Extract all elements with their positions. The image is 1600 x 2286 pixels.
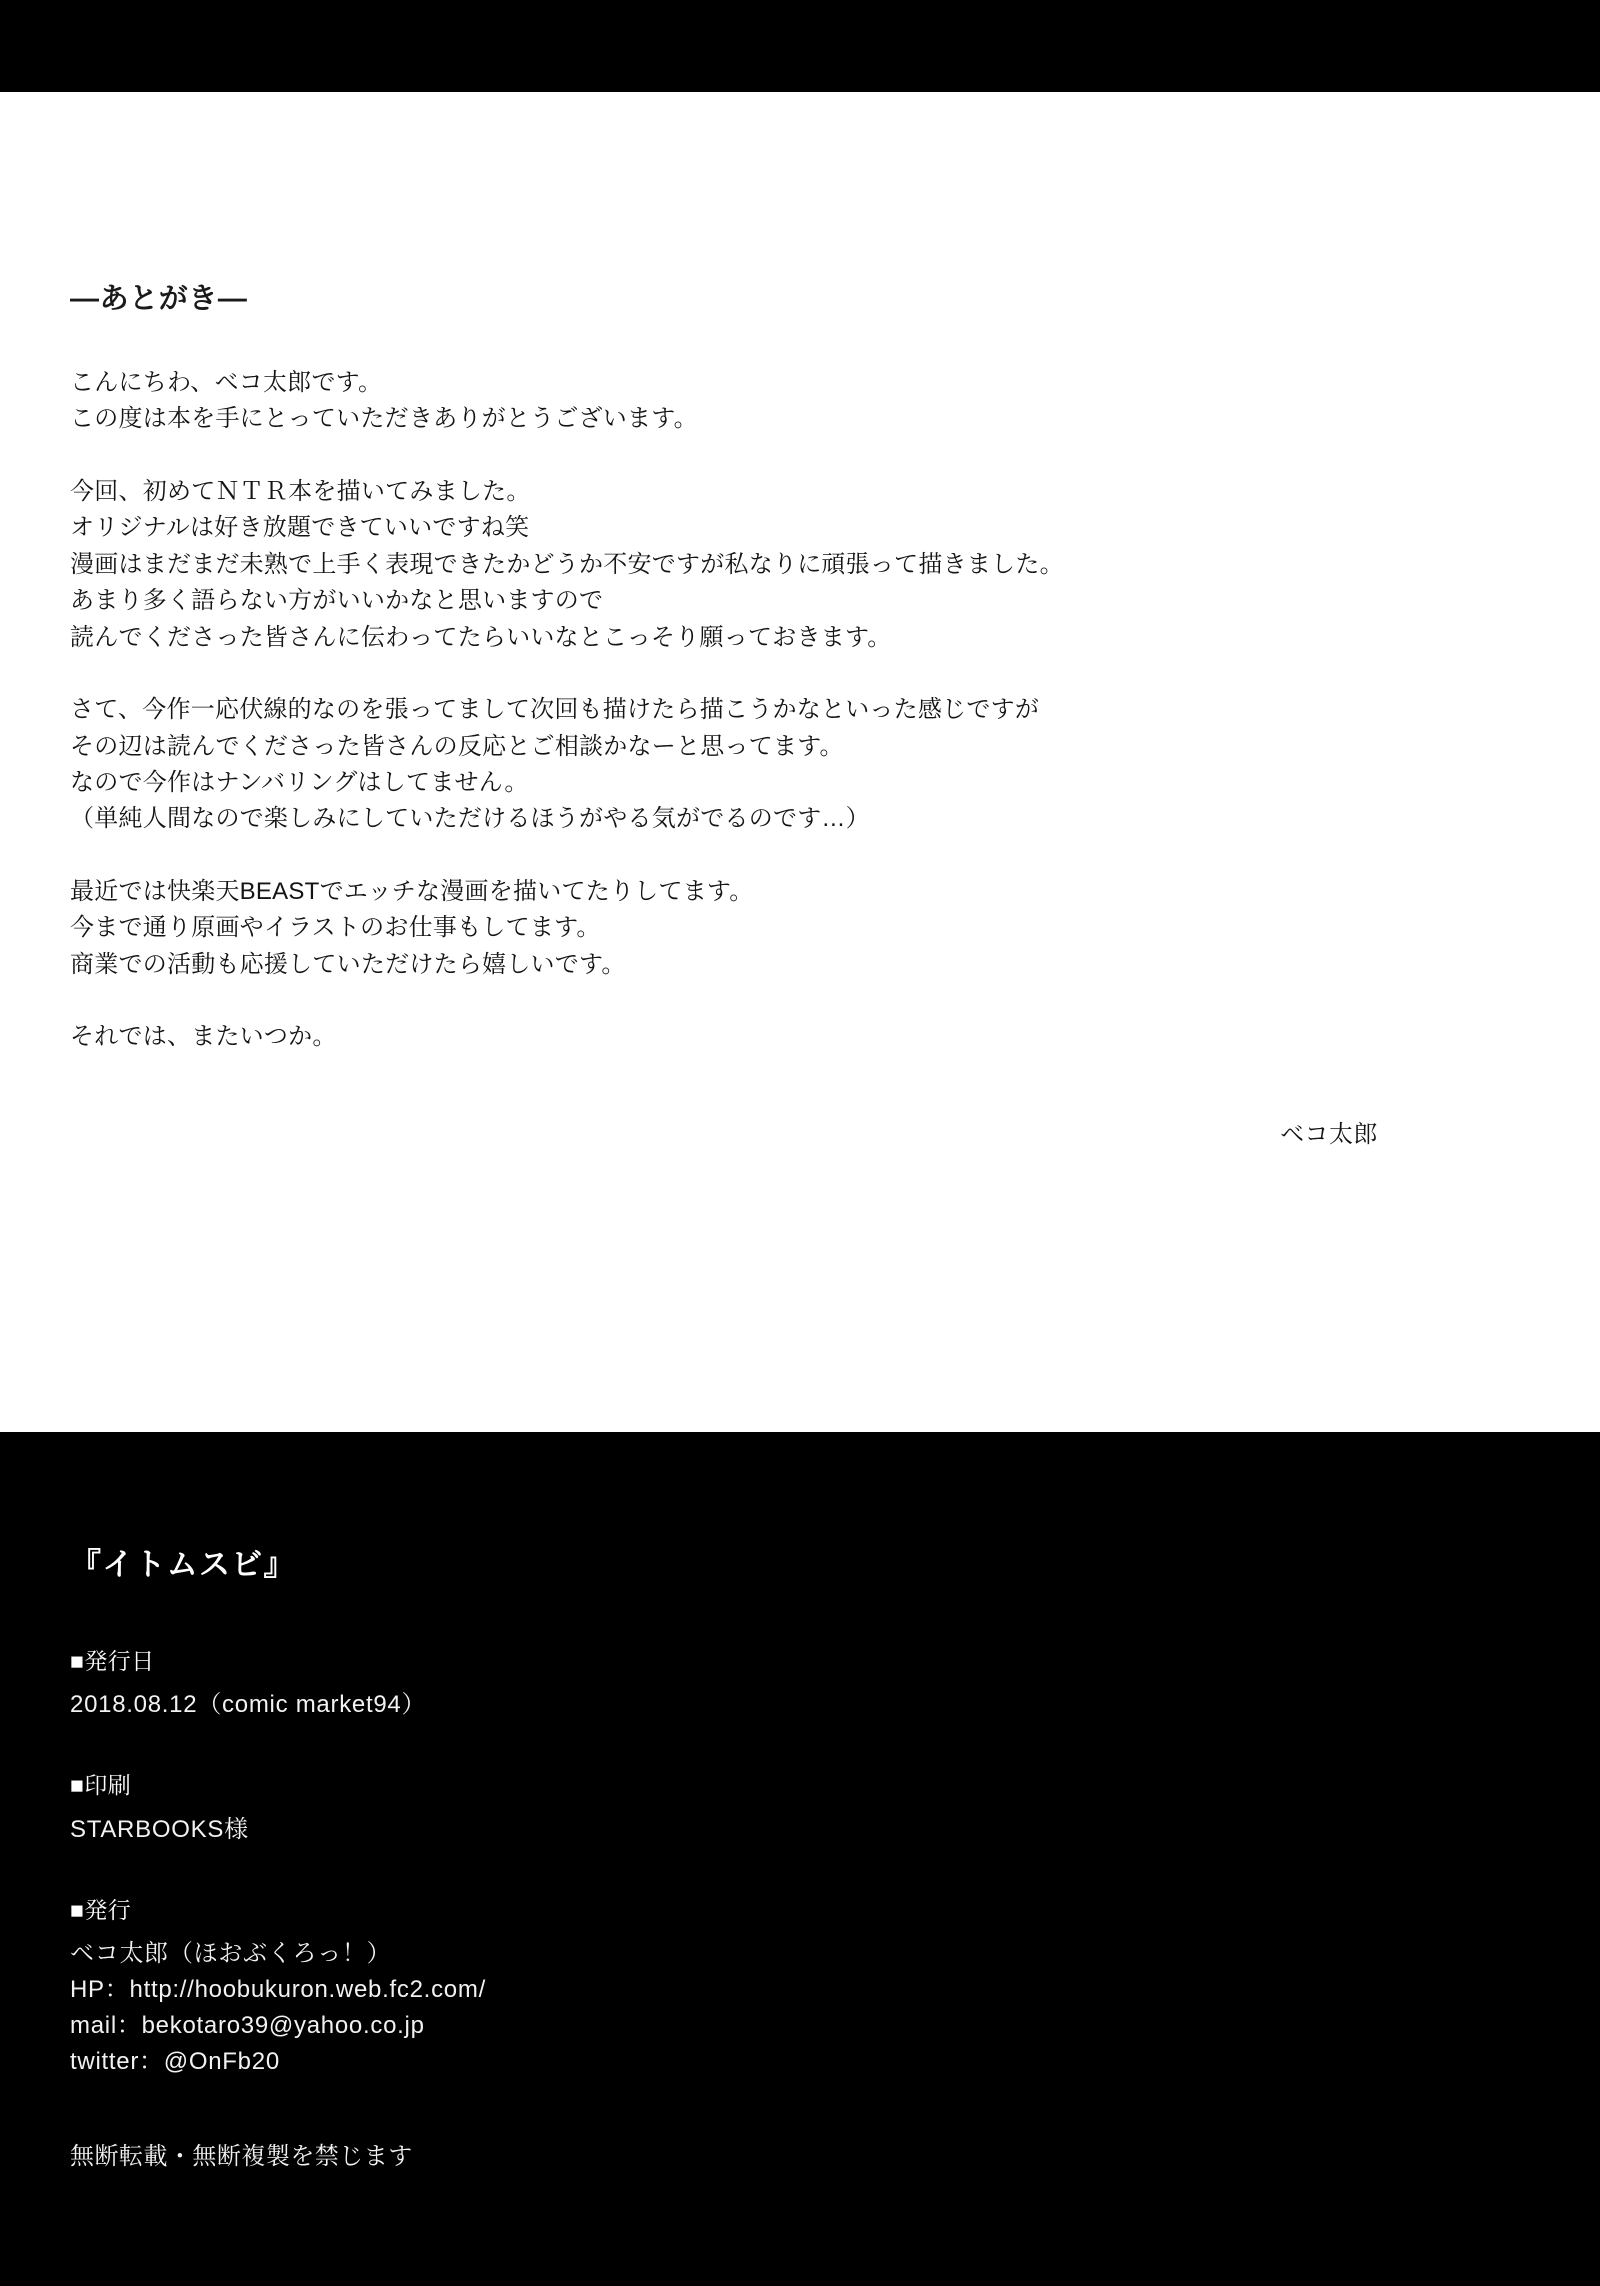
printer-name: STARBOOKS様: [70, 1815, 249, 1843]
afterword-line: それでは、またいつか。: [70, 1023, 337, 1051]
afterword-line: 今回、初めてＮＴＲ本を描いてみました。: [70, 477, 531, 505]
afterword-line: 最近では快楽天BEASTでエッチな漫画を描いてたりしてます。: [70, 877, 754, 905]
afterword-line: こんにちわ、ベコ太郎です。: [70, 368, 383, 396]
publisher-twitter[interactable]: twitter：@OnFb20: [70, 2047, 280, 2075]
afterword-content: [70, 282, 1490, 1149]
afterword-line: 今まで通り原画やイラストのお仕事もしてます。: [70, 914, 601, 942]
afterword-line: あまり多く語らない方がいいかなと思いますので: [70, 587, 604, 615]
section-heading: ■発行: [70, 1896, 132, 1923]
colophon-panel: [0, 1432, 1600, 2286]
afterword-line: 商業での活動も応援していただけたら嬉しいです。: [70, 950, 626, 978]
publication-date-section: [70, 1645, 1510, 1723]
afterword-line: オリジナルは好き放題できていいですね笑: [70, 514, 530, 542]
colophon-content: [70, 1546, 1510, 2171]
publisher-section: [70, 1894, 1510, 2080]
afterword-paragraph-3: [70, 692, 1490, 838]
afterword-line: （単純人間なので楽しみにしていただけるほうがやる気がでるのです…）: [70, 805, 870, 833]
afterword-paragraph-2: [70, 474, 1490, 656]
afterword-paragraph-4: [70, 874, 1490, 983]
afterword-line: さて、今作一応伏線的なのを張ってまして次回も描けたら描こうかなといった感じですが: [70, 696, 1040, 724]
copyright-notice-text: 無断転載・無断複製を禁じます: [70, 2142, 413, 2170]
afterword-line: 読んでくださった皆さんに伝わってたらいいなとこっそり願っておきます。: [70, 623, 892, 651]
afterword-line: その辺は読んでくださった皆さんの反応とご相談かなーと思ってます。: [70, 732, 844, 760]
publisher-name: ベコ太郎（ほおぶくろっ！）: [70, 1939, 392, 1967]
afterword-paragraph-5: [70, 1019, 1490, 1055]
afterword-line: なので今作はナンバリングはしてません。: [70, 769, 529, 797]
author-name: ベコ太郎: [1280, 1120, 1378, 1148]
copyright-notice: [70, 2136, 1510, 2171]
afterword-title: ―あとがき―: [70, 283, 248, 315]
afterword-line: 漫画はまだまだ未熟で上手く表現できたかどうか不安ですが私なりに頑張って描きました。: [70, 550, 1064, 578]
book-title: 『イトムスビ』: [70, 1547, 296, 1582]
publisher-mail[interactable]: mail：bekotaro39@yahoo.co.jp: [70, 2011, 425, 2039]
section-heading: ■印刷: [70, 1772, 132, 1799]
publisher-homepage[interactable]: HP：http://hoobukuron.web.fc2.com/: [70, 1975, 486, 2003]
author-signature: [70, 1114, 1490, 1149]
afterword-panel: [0, 92, 1600, 1432]
afterword-paragraph-1: [70, 365, 1490, 438]
afterword-line: この度は本を手にとっていただきありがとうございます。: [70, 405, 698, 433]
printing-section: [70, 1769, 1510, 1847]
publication-date: 2018.08.12（comic market94）: [70, 1691, 427, 1719]
section-heading: ■発行日: [70, 1648, 155, 1675]
